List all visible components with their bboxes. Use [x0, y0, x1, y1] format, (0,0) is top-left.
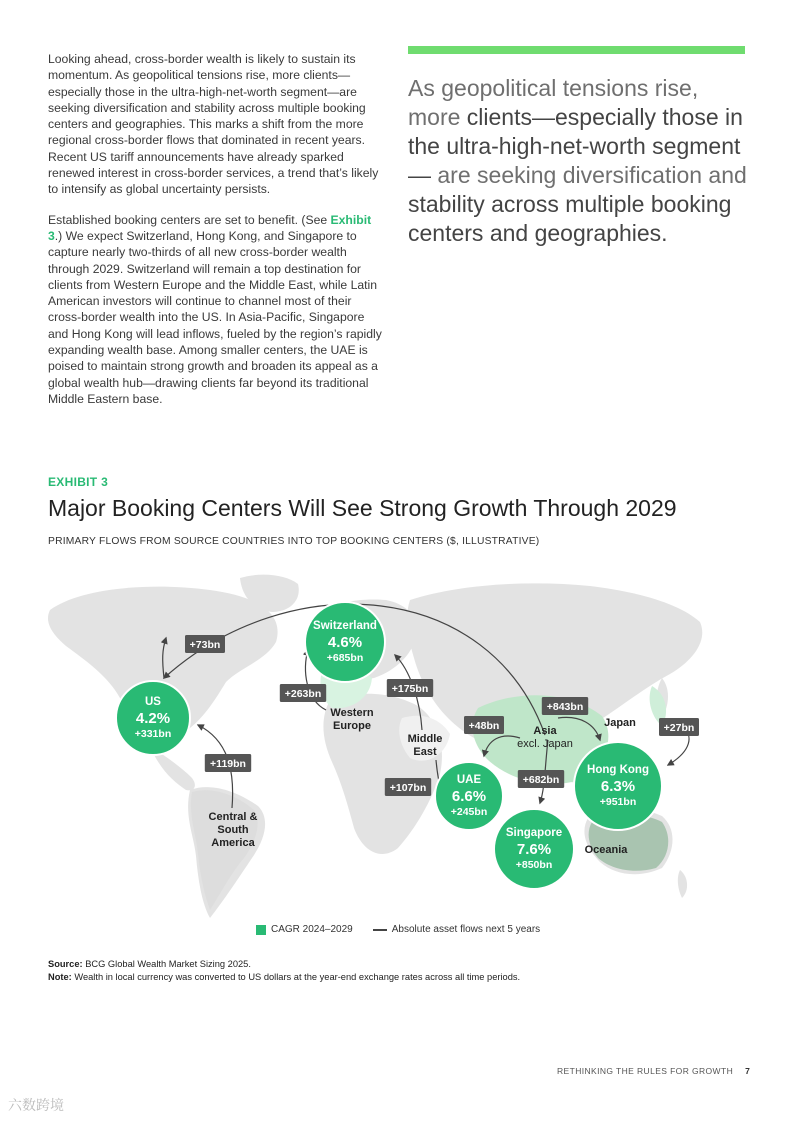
flow-label-text: +682bn	[522, 774, 560, 786]
booking-center-cagr: 6.3%	[600, 778, 636, 795]
region-label-line: East	[413, 746, 437, 758]
pull-quote-part-3: are seeking diversification and	[437, 162, 747, 188]
notes	[48, 958, 520, 983]
pull-quote	[408, 74, 753, 248]
flow-label-263bn	[280, 684, 326, 702]
flow-label-text: +119bn	[210, 758, 246, 770]
world-flow-map	[40, 560, 750, 920]
pull-quote-part-2: clients—especially those in the ultra-high-net-worth segment—	[408, 104, 743, 188]
paragraph-2-start: Established booking centers are set to benefit. (See	[48, 212, 331, 227]
flow-label-119bn	[205, 754, 251, 772]
booking-center-cagr: 7.6%	[516, 841, 552, 858]
exhibit-3-link[interactable]: Exhibit 3	[48, 212, 372, 243]
flow-label-text: +843bn	[546, 701, 584, 713]
pull-quote-part-1: As geopolitical tensions rise, more	[408, 75, 699, 130]
method-note	[48, 971, 520, 984]
booking-center-us	[116, 681, 190, 755]
exhibit-subtitle: PRIMARY FLOWS FROM SOURCE COUNTRIES INTO TOP BOOKING CENTERS ($, ILLUSTRATIVE)	[48, 536, 540, 547]
region-label-line: South	[217, 824, 249, 836]
watermark: 六数跨境	[8, 1097, 64, 1113]
region-label-line: Central &	[208, 811, 258, 823]
flow-label-text: +48bn	[468, 720, 500, 732]
booking-center-flow: +850bn	[515, 859, 553, 871]
booking-center-uae	[435, 762, 503, 830]
booking-center-name: UAE	[456, 774, 482, 786]
land-new-zealand	[678, 870, 687, 898]
region-label-line: Western	[330, 707, 374, 719]
legend-flow-label: Absolute asset flows next 5 years	[391, 924, 541, 935]
flow-label-text: +107bn	[389, 782, 427, 794]
region-label-line: Europe	[333, 720, 371, 732]
region-label-line: Middle	[407, 733, 443, 745]
flow-label-48bn	[464, 716, 504, 734]
pull-quote-part-4: stability across multiple booking centers and geographies.	[408, 191, 732, 246]
flow-label-text: +73bn	[189, 639, 221, 651]
region-label-line: Oceania	[584, 844, 628, 856]
booking-center-flow: +951bn	[599, 796, 637, 808]
flow-label-107bn	[385, 778, 431, 796]
exhibit-label: EXHIBIT 3	[48, 475, 109, 489]
method-note-label: Note:	[48, 971, 72, 982]
booking-center-hong-kong	[574, 742, 662, 830]
booking-center-cagr: 6.6%	[451, 788, 487, 805]
exhibit-title: Major Booking Centers Will See Strong Growth Through 2029	[48, 495, 677, 521]
method-note-text: Wealth in local currency was converted to US dollars at the year-end exchange rates across all time periods.	[71, 971, 521, 982]
booking-center-name: Singapore	[505, 827, 563, 839]
legend-cagr-label: CAGR 2024–2029	[271, 924, 353, 935]
paragraph-1: Looking ahead, cross-border wealth is likely to sustain its momentum. As geopolitical tensions rise, more clients—especially those in the ultra-high-net-worth segment—are seeking diversification and stability across multiple booking centers and geographies. This marks a shift from the more regional cross-border flows that dominated in recent years. Recent US tariff announcements have already sparked renewed interest in cross-border services, a trend that’s likely to intensify as global uncertainty persists.	[48, 52, 379, 197]
paragraph-2-end: .) We expect Switzerland, Hong Kong, and Singapore to capture nearly two-thirds of all new cross-border wealth through 2029. Switzerland will remain a top destination for clients from Western Europe and the Middle East, while Latin American investors will continue to channel most of their cross-border wealth into the US. In Asia-Pacific, Singapore and Hong Kong will lead inflows, fueled by the region’s rapidly expanding wealth base. Among smaller centers, the UAE is poised to maintain strong growth and broaden its appeal as a global wealth hub—drawing clients far beyond its traditional Middle Eastern base.	[48, 228, 382, 406]
booking-center-switzerland	[305, 602, 385, 682]
region-label-line: Asia	[533, 725, 557, 737]
flow-label-27bn	[659, 718, 699, 736]
pull-quote-bar	[408, 46, 745, 54]
legend-cagr-swatch	[256, 925, 266, 935]
body-text-column	[48, 51, 388, 421]
source-note	[48, 958, 520, 971]
booking-center-cagr: 4.6%	[327, 634, 363, 651]
region-label-japan	[604, 717, 636, 729]
booking-center-cagr: 4.2%	[135, 710, 171, 727]
booking-center-name: Switzerland	[313, 620, 377, 632]
flow-label-175bn	[387, 679, 433, 697]
booking-center-flow: +245bn	[450, 806, 488, 818]
flow-label-682bn	[518, 770, 564, 788]
page-number: 7	[745, 1066, 751, 1076]
source-note-label: Source:	[48, 959, 83, 969]
flow-label-text: +263bn	[284, 688, 322, 700]
flow-label-843bn	[542, 697, 588, 715]
legend-flow-line	[373, 929, 387, 931]
region-label-western-europe	[330, 707, 373, 732]
flow-label-73bn	[185, 635, 225, 653]
booking-center-flow: +685bn	[326, 652, 364, 664]
region-label-oceania	[585, 844, 629, 856]
booking-center-singapore	[494, 809, 574, 889]
flow-label-text: +27bn	[663, 722, 695, 734]
region-label-line: Japan	[604, 717, 636, 729]
legend	[256, 924, 540, 935]
footer-title: RETHINKING THE RULES FOR GROWTH	[557, 1066, 734, 1076]
flow-label-text: +175bn	[391, 683, 429, 695]
source-note-text: BCG Global Wealth Market Sizing 2025.	[82, 959, 251, 969]
booking-center-name: US	[145, 696, 161, 708]
region-label-line: excl. Japan	[517, 738, 573, 750]
region-label-line: America	[211, 837, 255, 849]
booking-center-name: Hong Kong	[587, 764, 649, 776]
paragraph-2	[48, 212, 388, 408]
page-footer	[557, 1066, 750, 1076]
booking-center-flow: +331bn	[134, 728, 172, 740]
